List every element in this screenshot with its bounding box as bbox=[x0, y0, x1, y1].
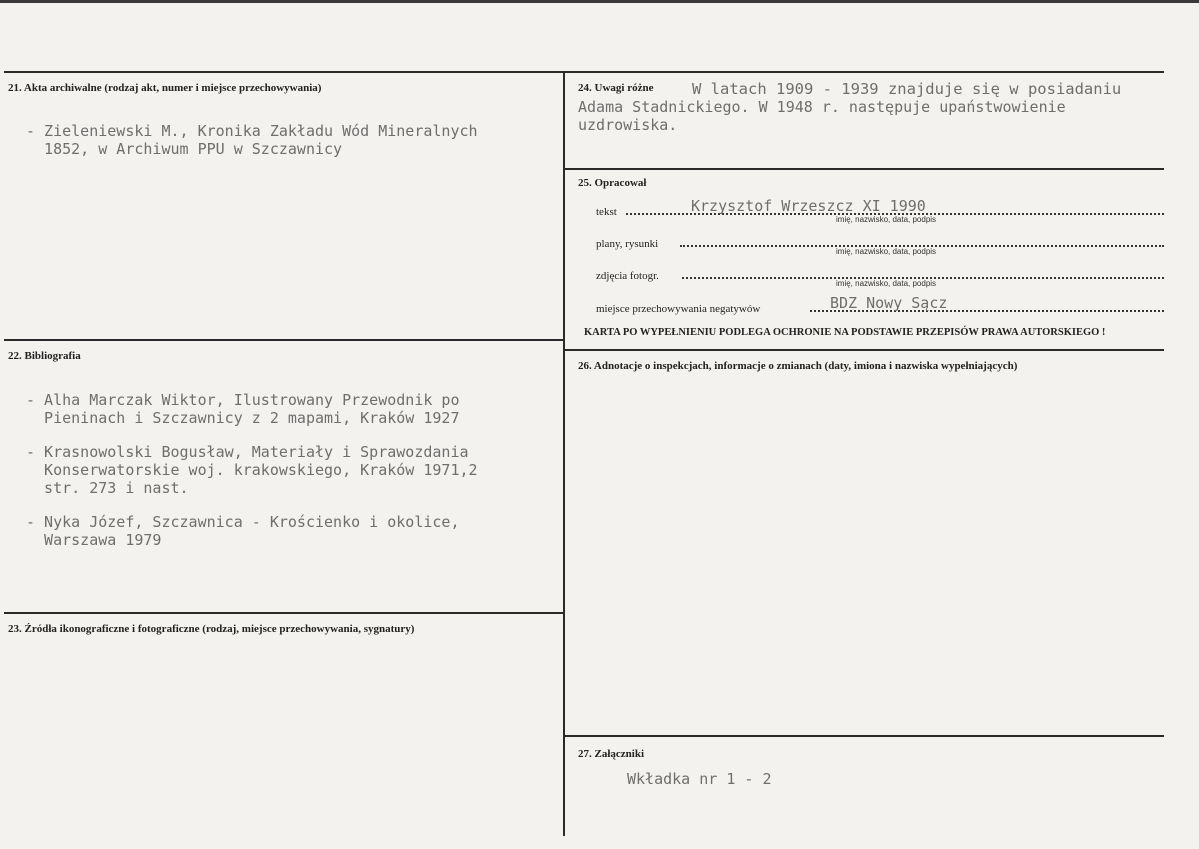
section-22-line-6: - Nyka Józef, Szczawnica - Krościenko i okolice, bbox=[26, 513, 460, 531]
section-27-title: 27. Załączniki bbox=[578, 748, 645, 760]
copyright-notice: KARTA PO WYPEŁNIENIU PODLEGA OCHRONIE NA PODSTAWIE PRZEPISÓW PRAWA AUTORSKIEGO ! bbox=[584, 327, 1106, 338]
miejsce-value: BDZ Nowy Sącz bbox=[830, 294, 948, 312]
miejsce-label: miejsce przechowywania negatywów bbox=[596, 303, 761, 315]
section-22-line-4: Konserwatorskie woj. krakowskiego, Kraków 1971,2 bbox=[26, 461, 478, 479]
rule-22-23 bbox=[4, 612, 564, 614]
section-24-line-1: W latach 1909 - 1939 znajduje się w posiadaniu bbox=[692, 80, 1122, 98]
zdjecia-caption: imię, nazwisko, data, podpis bbox=[836, 279, 937, 288]
rule-21-22 bbox=[4, 339, 564, 341]
section-22-line-1: - Alha Marczak Wiktor, Ilustrowany Przewodnik po bbox=[26, 391, 460, 409]
section-22-line-3: - Krasnowolski Bogusław, Materiały i Sprawozdania bbox=[26, 443, 469, 461]
section-26-title: 26. Adnotacje o inspekcjach, informacje o zmianach (daty, imiona i nazwiska wypełniających) bbox=[578, 360, 1018, 372]
section-27-value: Wkładka nr 1 - 2 bbox=[627, 770, 772, 788]
section-22-line-7: Warszawa 1979 bbox=[26, 531, 162, 549]
center-divider bbox=[563, 71, 565, 836]
top-rule bbox=[4, 71, 1164, 73]
section-22-line-2: Pieninach i Szczawnicy z 2 mapami, Kraków 1927 bbox=[26, 409, 460, 427]
tekst-label: tekst bbox=[596, 206, 617, 218]
plany-caption: imię, nazwisko, data, podpis bbox=[836, 247, 937, 256]
section-23-title: 23. Źródła ikonograficzne i fotograficzne (rodzaj, miejsce przechowywania, sygnatury) bbox=[8, 623, 415, 635]
tekst-value: Krzysztof Wrzeszcz XI 1990 bbox=[691, 197, 926, 215]
section-21-title: 21. Akta archiwalne (rodzaj akt, numer i miejsce przechowywania) bbox=[8, 82, 322, 94]
section-21-line-1: - Zieleniewski M., Kronika Zakładu Wód Mineralnych bbox=[26, 122, 478, 140]
section-22-line-5: str. 273 i nast. bbox=[26, 479, 189, 497]
rule-26-27 bbox=[564, 735, 1164, 737]
tekst-caption: imię, nazwisko, data, podpis bbox=[836, 215, 937, 224]
zdjecia-label: zdjęcia fotogr. bbox=[596, 270, 659, 282]
section-21-line-2: 1852, w Archiwum PPU w Szczawnicy bbox=[26, 140, 343, 158]
section-24-title: 24. Uwagi różne bbox=[578, 82, 654, 94]
section-25-title: 25. Opracował bbox=[578, 177, 647, 189]
section-24-line-3: uzdrowiska. bbox=[578, 116, 678, 134]
rule-25-26 bbox=[564, 349, 1164, 351]
plany-label: plany, rysunki bbox=[596, 238, 659, 250]
top-edge bbox=[0, 0, 1199, 3]
section-22-title: 22. Bibliografia bbox=[8, 350, 81, 362]
section-24-line-2: Adama Stadnickiego. W 1948 r. następuje upaństwowienie bbox=[578, 98, 1066, 116]
rule-24-25 bbox=[564, 168, 1164, 170]
